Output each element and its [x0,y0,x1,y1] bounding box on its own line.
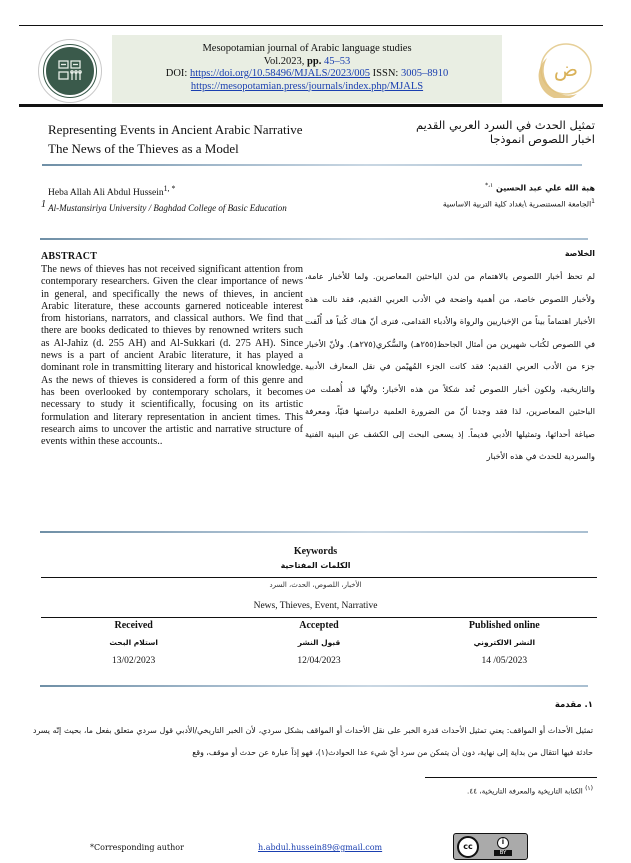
keywords-heading-ar: الكلمات المفتاحية [280,561,351,570]
author-email-link[interactable]: h.abdul.hussein89@gmail.com [258,843,383,852]
dates-rule [41,617,597,618]
date-published: Published online النشر الالكتروني 14 /05/2023 [468,620,540,666]
keywords-list-en: News, Thieves, Event, Narrative [253,601,378,611]
header-rule [19,104,603,107]
article-title-ar: تمثيل الحدث في السرد العربي القديم اخبار اللصوص انموذجا [415,118,595,146]
top-rule [19,25,603,26]
intro-body: تمثيل الأحداث أو المواقف: يعني تمثيل الأحداث قدرة الخبر على نقل الأحداث أو المواقف بشكل سردي، لأن الخبر التاريخي/الأدبي قول سردي متعلق بفعل ما، بحيث إنّه يسرد حادثة فيها انتقال من بداية إلى نهاية، دون أن يتمكن من سرد أيّ شيء عدا الحوادث(١)، فهو إذاً عبارة عن حدث أو موقف، وقع [33,726,593,757]
publisher-logo-emblem-icon [44,45,96,97]
journal-link[interactable]: https://mesopotamian.press/journals/index.php/MJALS [190,80,424,92]
journal-logo [537,40,593,98]
date-received: Received استلام البحث 13/02/2023 [109,620,158,666]
by-label: BY [494,850,513,856]
crescent-dad-logo-icon [537,40,593,98]
dates-divider [40,685,588,687]
author-divider [40,238,588,240]
abstract-body-en: The news of thieves has not received significant attention from contemporary researchers. Given the clear importance of news in general, and specifically the news of thieves, in ancient Arabic literature, these accounts garnered noticeable interest from historians, narrators, and classical authors. We find that there are books dedicated to thieves by renowned writers such as Al-Jahiz (d. 255 AH) and Al-Sukkari (d. 275 AH). Since news is a part of ancient Arabic literature, it has played a dominant role in transmitting literary and historical knowledge. As the news of thieves is considered a form of this genre and has been overlooked by contemporary scholars, it becomes necessary to study it scientifically, focusing on its artistic formulation and literary representation in ancient times. This research aims to uncover the artistic and narrative structure of events within these accounts.. [41,264,303,448]
corresponding-author-label: *Corresponding author [90,843,184,852]
publisher-logo [38,39,102,103]
title-divider [42,164,582,166]
footnote: $^{(١)}$ الكتابة التاريخية والمعرفة التاريخية، ٤٤. [467,785,593,796]
abstract-body-ar: لم تحظ أخبار اللصوص بالاهتمام من لدن الباحثين المعاصرين. ولما للأخبار عامة، ولأخبار اللصوص خاصة، من أهمية واضحة في الأدب العربي القديم، فقد نالت هذه الأخبار اهتماماً بيناً من الإخباريين والرواة والأدباء القدامى، فنرى أنّ هناك كُتباً قد أُلّفت في اللصوص لكُتاب شهيرين من أمثال الجاحظ(٢٥٥هـ) والسُّكري(٢٧٥هـ). ولأنّ الأخبار جزء من الأدب العربي القديم؛ فقد كانت الجزء المُهيْمن في نقل المعارف الأدبية والتاريخية، ولكون أخبار اللصوص تُعد شكلاً من هذه الأخبار؛ ولأنّها قد أُهملت من الباحثين المعاصرين، لذا فقد وجدنا أنّ من الضرورة العلمية دراستها فنيّاً، ومعرفة صياغة أحداثها، وتمثيلها الأدبي قديماً. إذ يسعى البحث إلى الكشف عن البنية الفنية والسردية للحدث في هذه الأخبار [305,271,596,461]
volume-pages: Vol.2023, pp. 45–53 [263,55,351,67]
abstract-heading-ar: الخلاصة [564,249,595,258]
doi-link[interactable]: https://doi.org/10.58496/MJALS/2023/005 [189,68,371,79]
attribution-person-icon: i [497,837,509,849]
author-name-ar: هبة الله علي عبد الحسين $^{١،*}$ [485,182,595,193]
cc-icon: cc [457,836,479,858]
affiliation-en: $^1$ Al-Mustansiriya University / Baghdad College of Basic Education [41,199,287,213]
date-accepted: Accepted قبول النشر 12/04/2023 [297,620,341,666]
abstract-heading: ABSTRACT [41,251,98,262]
intro-heading: ١. مقدمة [554,700,593,710]
doi-line: DOI: https://doi.org/10.58496/MJALS/2023/005 ISSN: 3005–8910 [165,68,449,79]
article-title-en: Representing Events in Ancient Arabic Narrative The News of the Thieves as a Model [48,122,303,156]
publication-dates [41,619,597,669]
keywords-rule [41,577,597,578]
creative-commons-by-icon[interactable] [453,833,528,860]
keywords-list-ar: الأخبار، اللصوص، الحدث، السرد [269,581,362,589]
cuneiform-tablet-icon [57,58,83,84]
footnote-rule [425,777,597,778]
pages-range: 45–53 [321,55,351,67]
affiliation-ar: $^1$الجامعة المستنصرية \بغداد كلية التربية الاساسية [442,198,595,209]
abstract-divider [40,531,588,533]
author-name-en: Heba Allah Ali Abdul Hussein$^{1, *}$ [48,184,176,199]
issn-value: 3005–8910 [400,68,449,79]
keywords-heading: Keywords [293,546,338,557]
journal-name: Mesopotamian journal of Arabic language studies [202,43,412,54]
journal-banner [112,35,502,103]
svg-text:ض: ض [553,57,579,81]
